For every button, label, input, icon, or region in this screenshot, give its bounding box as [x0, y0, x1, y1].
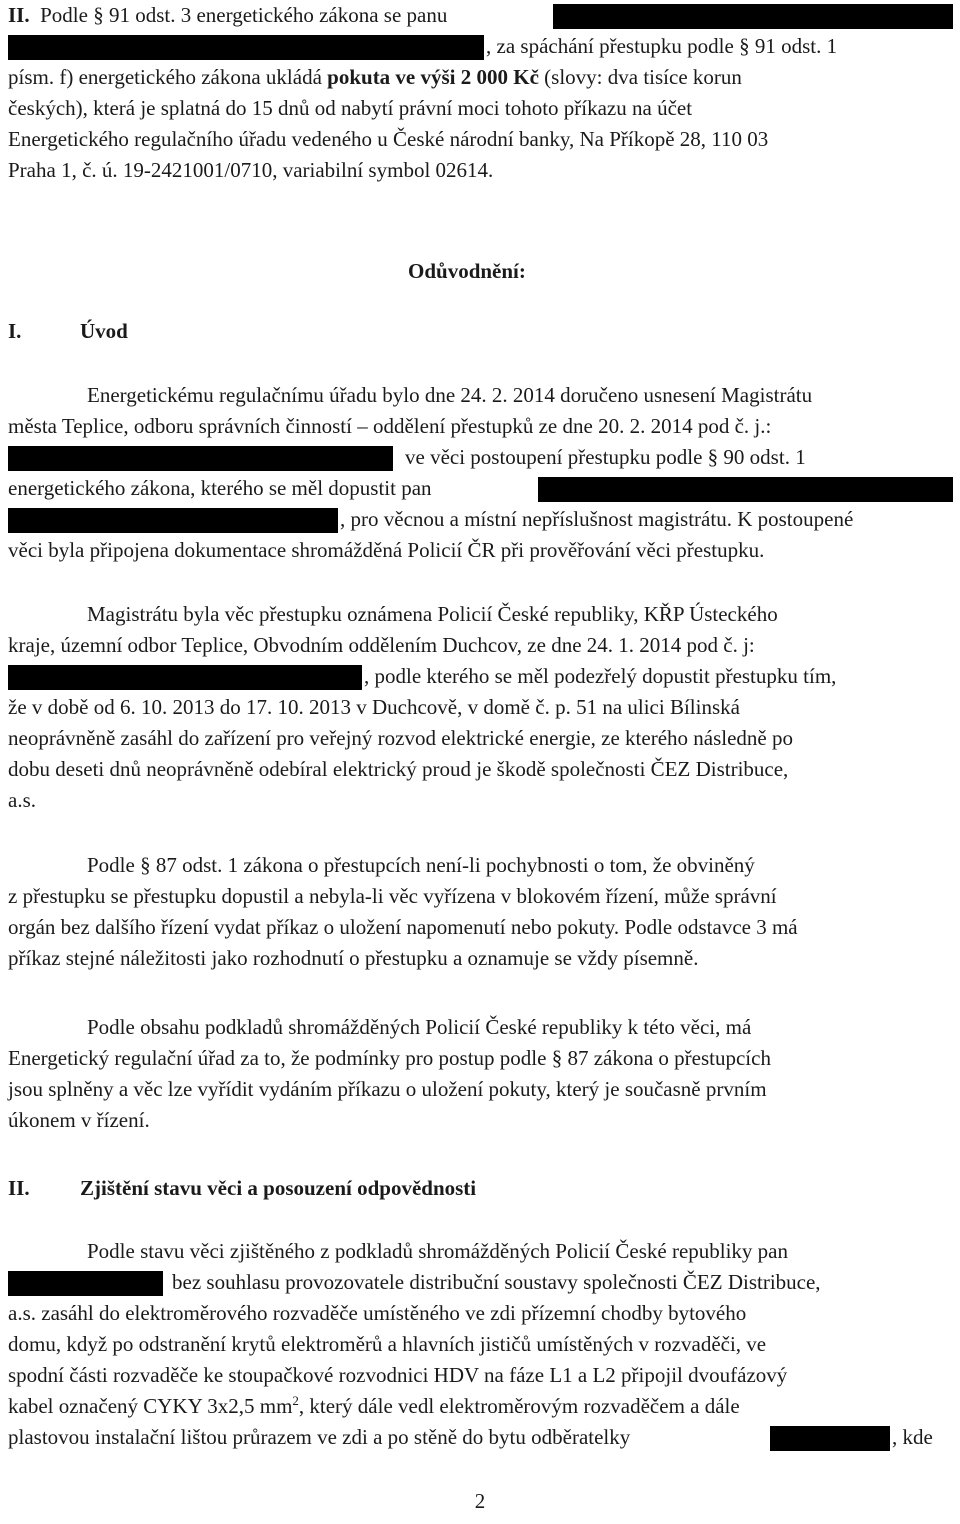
part2-text-1: Podle § 91 odst. 3 energetického zákona se panu — [40, 3, 448, 27]
p3-line-3: orgán bez dalšího řízení vydat příkaz o uložení napomenutí nebo pokuty. Podle odstavce 3 má — [8, 915, 798, 939]
redaction-block — [8, 665, 362, 690]
redaction-block — [553, 4, 953, 29]
p1-line-4: energetického zákona, kterého se měl dopustit pan — [8, 476, 432, 500]
p5-line-2: bez souhlasu provozovatele distribuční soustavy společnosti ČEZ Distribuce, — [172, 1270, 821, 1294]
p5-text-6b: , který dále vedl elektroměrovým rozvaděčem a dále — [298, 1394, 740, 1418]
redaction-block — [538, 477, 953, 502]
p5-line-5: spodní části rozvaděče ke stoupačkové rozvodnici HDV na fáze L1 a L2 připojil dvoufázový — [8, 1363, 788, 1387]
fine-amount: pokuta ve výši 2 000 Kč — [327, 65, 539, 89]
p4-line-4: úkonem v řízení. — [8, 1108, 150, 1132]
p5-line-4: domu, když po odstranění krytů elektroměrů a hlavních jističů umístěných v rozvaděči, ve — [8, 1332, 767, 1356]
p4-line-2: Energetický regulační úřad za to, že podmínky pro postup podle § 87 zákona o přestupcích — [8, 1046, 771, 1070]
p2-line-4: že v době od 6. 10. 2013 do 17. 10. 2013 v Duchcově, v domě č. p. 51 na ulici Bílinská — [8, 695, 740, 719]
redaction-block — [8, 508, 338, 533]
p5-text-6a: kabel označený CYKY 3x2,5 mm — [8, 1394, 293, 1418]
part2-line-6: Praha 1, č. ú. 19-2421001/0710, variabilní symbol 02614. — [8, 158, 494, 182]
p3-line-4: příkaz stejné náležitosti jako rozhodnutí o přestupku a oznamuje se vždy písemně. — [8, 946, 699, 970]
section-2-number: II. — [8, 1176, 30, 1200]
p2-line-3: , podle kterého se měl podezřelý dopustit přestupku tím, — [364, 664, 837, 688]
p4-line-1: Podle obsahu podkladů shromážděných Policií České republiky k této věci, má — [87, 1015, 752, 1039]
section-1-number: I. — [8, 319, 22, 343]
redaction-block — [8, 446, 393, 471]
p1-line-6: věci byla připojena dokumentace shromážděná Policií ČR při prověřování věci přestupku. — [8, 538, 765, 562]
reasoning-heading: Odůvodnění: — [408, 259, 526, 283]
p3-line-1: Podle § 87 odst. 1 zákona o přestupcích není-li pochybnosti o tom, že obviněný — [87, 853, 755, 877]
p1-line-3: ve věci postoupení přestupku podle § 90 odst. 1 — [405, 445, 806, 469]
p2-line-1: Magistrátu byla věc přestupku oznámena Policií České republiky, KŘP Ústeckého — [87, 602, 778, 626]
part2-text-3c: (slovy: dva tisíce korun — [538, 65, 742, 89]
p1-line-2: města Teplice, odboru správních činností – oddělení přestupků ze dne 20. 2. 2014 pod č. j.: — [8, 414, 772, 438]
page-number: 2 — [474, 1489, 486, 1513]
p2-line-7: a.s. — [8, 788, 36, 812]
p5-line-1: Podle stavu věci zjištěného z podkladů shromážděných Policií České republiky pan — [87, 1239, 788, 1263]
p3-line-2: z přestupku se přestupku dopustil a nebyla-li věc vyřízena v blokovém řízení, může správní — [8, 884, 777, 908]
p5-line-7: plastovou instalační lištou průrazem ve zdi a po stěně do bytu odběratelky — [8, 1425, 631, 1449]
part2-text-3a: písm. f) energetického zákona ukládá — [8, 65, 328, 89]
p2-line-5: neoprávněně zasáhl do zařízení pro veřejný rozvod elektrické energie, ze kterého následně po — [8, 726, 793, 750]
p4-line-3: jsou splněny a věc lze vyřídit vydáním příkazu o uložení pokuty, který je současně prvním — [8, 1077, 767, 1101]
p2-line-2: kraje, územní odbor Teplice, Obvodním oddělením Duchcov, ze dne 24. 1. 2014 pod č. j: — [8, 633, 755, 657]
redaction-block — [770, 1426, 890, 1451]
part2-label: II. — [8, 3, 30, 27]
p5-line-7-end: , kde — [892, 1425, 933, 1449]
section-1-title: Úvod — [80, 319, 128, 343]
section-2-title: Zjištění stavu věci a posouzení odpovědnosti — [80, 1176, 477, 1200]
redaction-block — [8, 1271, 163, 1296]
part2-line-2: , za spáchání přestupku podle § 91 odst. 1 — [486, 34, 838, 58]
redaction-block — [8, 35, 484, 60]
p5-line-3: a.s. zasáhl do elektroměrového rozvaděče umístěného ve zdi přízemní chodby bytového — [8, 1301, 747, 1325]
superscript-2: 2 — [292, 1393, 299, 1408]
part2-line-1 — [8, 0, 447, 30]
part2-line-5: Energetického regulačního úřadu vedeného u České národní banky, Na Příkopě 28, 110 03 — [8, 127, 769, 151]
p1-line-5: , pro věcnou a místní nepříslušnost magistrátu. K postoupené — [340, 507, 854, 531]
p5-line-6 — [8, 1391, 740, 1421]
p1-line-1: Energetickému regulačnímu úřadu bylo dne 24. 2. 2014 doručeno usnesení Magistrátu — [87, 383, 813, 407]
part2-line-3 — [8, 62, 742, 92]
p2-line-6: dobu deseti dnů neoprávněně odebíral elektrický proud je škodě společnosti ČEZ Distribuce, — [8, 757, 789, 781]
part2-line-4: českých), která je splatná do 15 dnů od nabytí právní moci tohoto příkazu na účet — [8, 96, 693, 120]
